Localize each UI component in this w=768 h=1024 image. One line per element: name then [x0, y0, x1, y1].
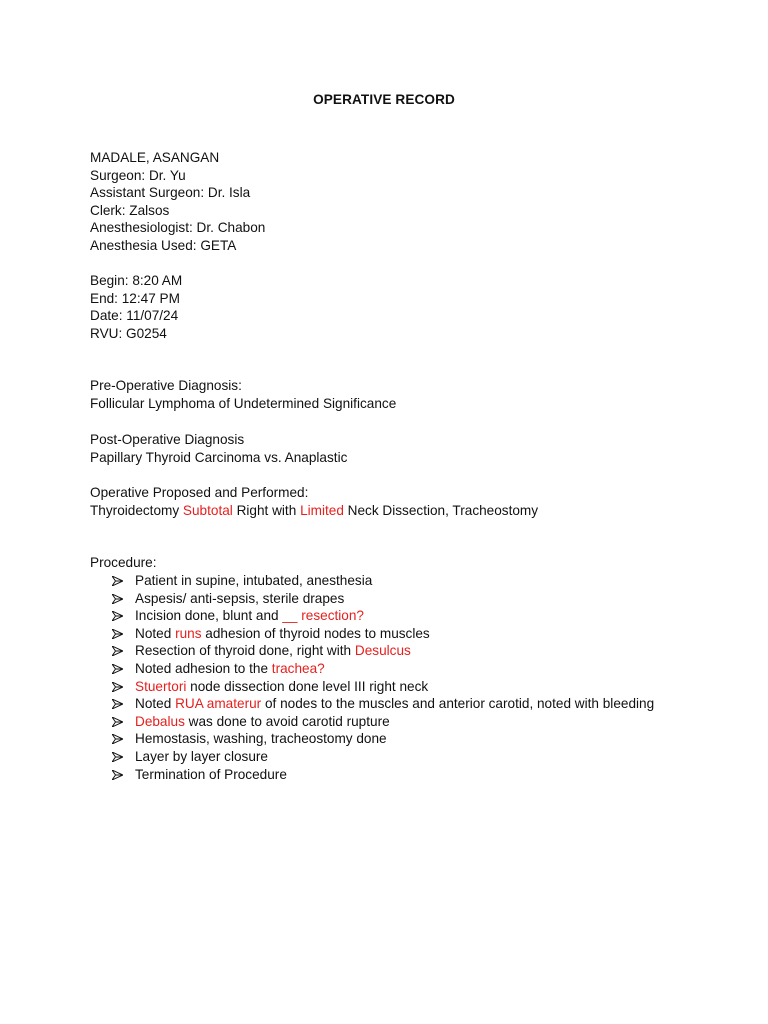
end-time-line: End: 12:47 PM: [90, 290, 180, 306]
text-segment: Aspesis/ anti-sepsis, sterile drapes: [135, 590, 345, 606]
procedure-list: [112, 572, 732, 783]
text-segment: was done to avoid carotid rupture: [184, 713, 390, 729]
arrow-bullet-icon: [112, 664, 123, 674]
arrow-bullet-icon: [112, 770, 123, 780]
text-segment: Noted adhesion to the: [135, 660, 272, 676]
clerk-line: Clerk: Zalsos: [90, 202, 170, 218]
procedure-step: [112, 625, 732, 643]
text-segment: of nodes to the muscles and anterior carotid, noted with bleeding: [261, 696, 655, 712]
arrow-bullet-icon: [112, 629, 123, 639]
post-op-diagnosis-label: Post-Operative Diagnosis: [90, 432, 245, 447]
begin-time-line: Begin: 8:20 AM: [90, 273, 183, 288]
text-segment: Resection of thyroid done, right with: [135, 643, 355, 659]
arrow-bullet-icon: [112, 646, 123, 656]
arrow-bullet-icon: [112, 594, 123, 604]
arrow-bullet-icon: [112, 611, 123, 621]
procedure-step: [112, 642, 732, 660]
patient-info-block: [90, 149, 730, 255]
highlighted-text: __ resection?: [282, 608, 364, 624]
surgeon-line: Surgeon: Dr. Yu: [90, 167, 186, 183]
procedure-step: [112, 748, 732, 766]
pre-op-diagnosis-block: [90, 377, 730, 412]
post-op-diagnosis-block: [90, 431, 730, 466]
anesthesia-used-line: Anesthesia Used: GETA: [90, 237, 237, 253]
highlighted-text: Debalus: [135, 713, 185, 729]
anesthesiologist-line: Anesthesiologist: Dr. Chabon: [90, 220, 266, 236]
procedure-step: [112, 607, 732, 625]
text-segment: Layer by layer closure: [135, 748, 268, 764]
text-segment: node dissection done level III right neck: [186, 678, 429, 694]
procedure-label: Procedure:: [90, 555, 157, 570]
text-segment: Hemostasis, washing, tracheostomy done: [135, 731, 387, 747]
highlighted-text: runs: [175, 625, 202, 641]
procedure-step: [112, 678, 732, 696]
text-segment: Thyroidectomy: [90, 502, 183, 518]
arrow-bullet-icon: [112, 752, 123, 762]
pre-op-diagnosis-value: Follicular Lymphoma of Undetermined Significance: [90, 395, 397, 411]
rvu-line: RVU: G0254: [90, 325, 167, 341]
highlighted-text: Stuertori: [135, 678, 187, 694]
procedure-step: [112, 660, 732, 678]
arrow-bullet-icon: [112, 576, 123, 586]
highlighted-text: Limited: [300, 502, 344, 518]
timing-block: [90, 272, 730, 342]
procedure-step: [112, 713, 732, 731]
pre-op-diagnosis-label: Pre-Operative Diagnosis:: [90, 378, 242, 393]
procedure-step: [112, 590, 732, 608]
operation-label: Operative Proposed and Performed:: [90, 485, 309, 500]
post-op-diagnosis-value: Papillary Thyroid Carcinoma vs. Anaplastic: [90, 449, 348, 465]
text-segment: Termination of Procedure: [135, 766, 287, 782]
highlighted-text: trachea?: [271, 660, 325, 676]
patient-name: MADALE, ASANGAN: [90, 150, 220, 165]
text-segment: Noted: [135, 696, 176, 712]
highlighted-text: Desulcus: [354, 643, 411, 659]
procedure-step: [112, 572, 732, 590]
arrow-bullet-icon: [112, 717, 123, 727]
text-segment: Noted: [135, 625, 176, 641]
procedure-step: [112, 766, 732, 784]
procedure-step: [112, 730, 732, 748]
document-title: OPERATIVE RECORD: [313, 92, 455, 107]
operation-block: [90, 484, 730, 519]
highlighted-text: Subtotal: [182, 502, 233, 518]
procedure-heading-block: [90, 554, 730, 572]
highlighted-text: RUA amaterur: [175, 696, 262, 712]
operation-performed: [90, 502, 730, 520]
arrow-bullet-icon: [112, 682, 123, 692]
text-segment: Patient in supine, intubated, anesthesia: [135, 573, 373, 588]
date-line: Date: 11/07/24: [90, 308, 179, 324]
text-segment: Incision done, blunt and: [135, 608, 283, 624]
text-segment: adhesion of thyroid nodes to muscles: [201, 625, 430, 641]
text-segment: Neck Dissection, Tracheostomy: [343, 502, 539, 518]
text-segment: Right with: [232, 502, 301, 518]
assistant-surgeon-line: Assistant Surgeon: Dr. Isla: [90, 185, 251, 201]
arrow-bullet-icon: [112, 699, 123, 709]
procedure-step: [112, 695, 732, 713]
arrow-bullet-icon: [112, 734, 123, 744]
